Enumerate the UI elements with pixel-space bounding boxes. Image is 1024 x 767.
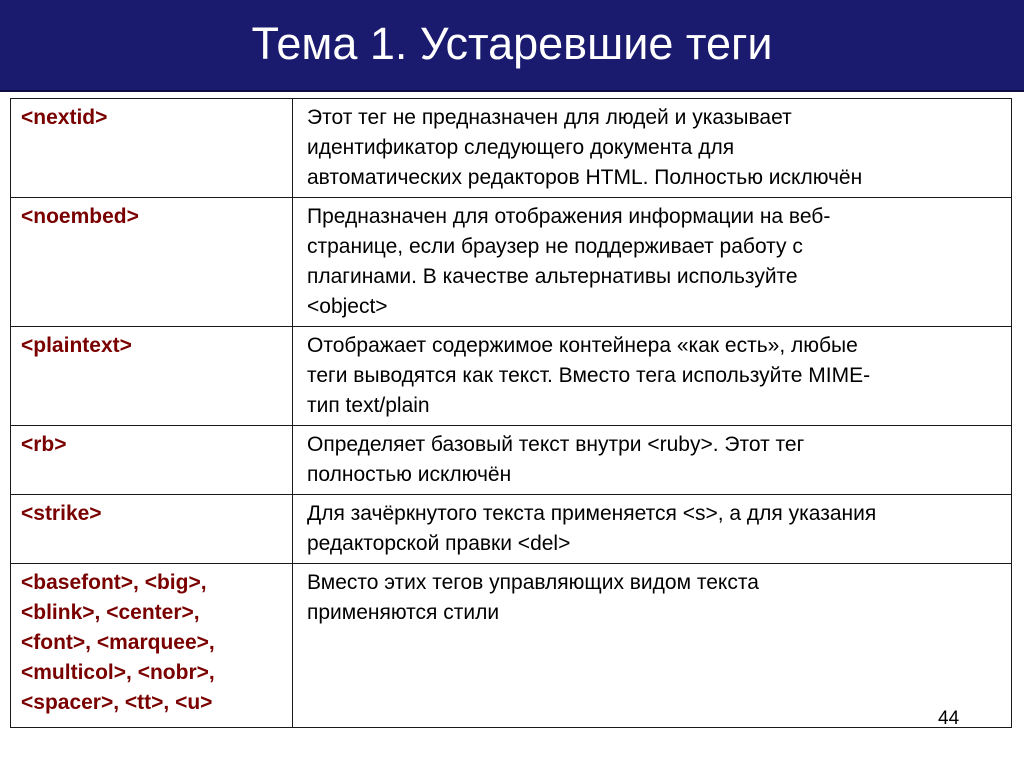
description-line: теги выводятся как текст. Вместо тега используйте MIME- <box>307 364 871 387</box>
slide-header <box>0 0 1024 92</box>
tag-cell <box>11 495 293 564</box>
tag-name: <blink>, <center>, <box>21 601 200 624</box>
description-line: Предназначен для отображения информации на веб- <box>307 205 831 228</box>
tag-name: <strike> <box>21 502 102 525</box>
tag-name: <noembed> <box>21 205 139 228</box>
table-row <box>11 327 1012 426</box>
table-row <box>11 99 1012 198</box>
tag-name: <multicol>, <nobr>, <box>21 661 215 684</box>
slide-title: Тема 1. Устаревшие теги <box>251 18 773 69</box>
description-line: Определяет базовый текст внутри <ruby>. Этот тег <box>307 433 805 456</box>
description-cell <box>293 99 1012 198</box>
tag-cell <box>11 426 293 495</box>
slide-number: 44 <box>938 708 960 729</box>
description-line: тип text/plain <box>307 394 430 417</box>
description-cell <box>293 327 1012 426</box>
description-line: полностью исключён <box>307 463 512 486</box>
tag-cell <box>11 198 293 327</box>
tag-name: <nextid> <box>21 106 108 129</box>
description-cell <box>293 564 1012 728</box>
tag-cell <box>11 327 293 426</box>
description-line: <object> <box>307 295 388 318</box>
description-line: плагинами. В качестве альтернативы используйте <box>307 265 798 288</box>
description-cell <box>293 198 1012 327</box>
table-row <box>11 426 1012 495</box>
table-row <box>11 198 1012 327</box>
tag-cell <box>11 99 293 198</box>
description-line: редакторской правки <del> <box>307 532 571 555</box>
description-line: Вместо этих тегов управляющих видом текста <box>307 571 759 594</box>
tag-name: <rb> <box>21 433 67 456</box>
tag-cell <box>11 564 293 728</box>
description-line: автоматических редакторов HTML. Полностью исключён <box>307 166 863 189</box>
table-row <box>11 495 1012 564</box>
description-cell <box>293 426 1012 495</box>
table-row <box>11 564 1012 728</box>
description-line: Этот тег не предназначен для людей и указывает <box>307 106 792 129</box>
description-line: Для зачёркнутого текста применяется <s>, а для указания <box>307 502 877 525</box>
description-line: Отображает содержимое контейнера «как есть», любые <box>307 334 858 357</box>
description-line: применяются стили <box>307 601 500 624</box>
tag-name: <basefont>, <big>, <box>21 571 207 594</box>
tag-name: <spacer>, <tt>, <u> <box>21 691 213 714</box>
description-line: странице, если браузер не поддерживает работу с <box>307 235 803 258</box>
description-cell <box>293 495 1012 564</box>
tag-name: <font>, <marquee>, <box>21 631 215 654</box>
obsolete-tags-table <box>10 98 1012 728</box>
tag-name: <plaintext> <box>21 334 132 357</box>
description-line: идентификатор следующего документа для <box>307 136 735 159</box>
